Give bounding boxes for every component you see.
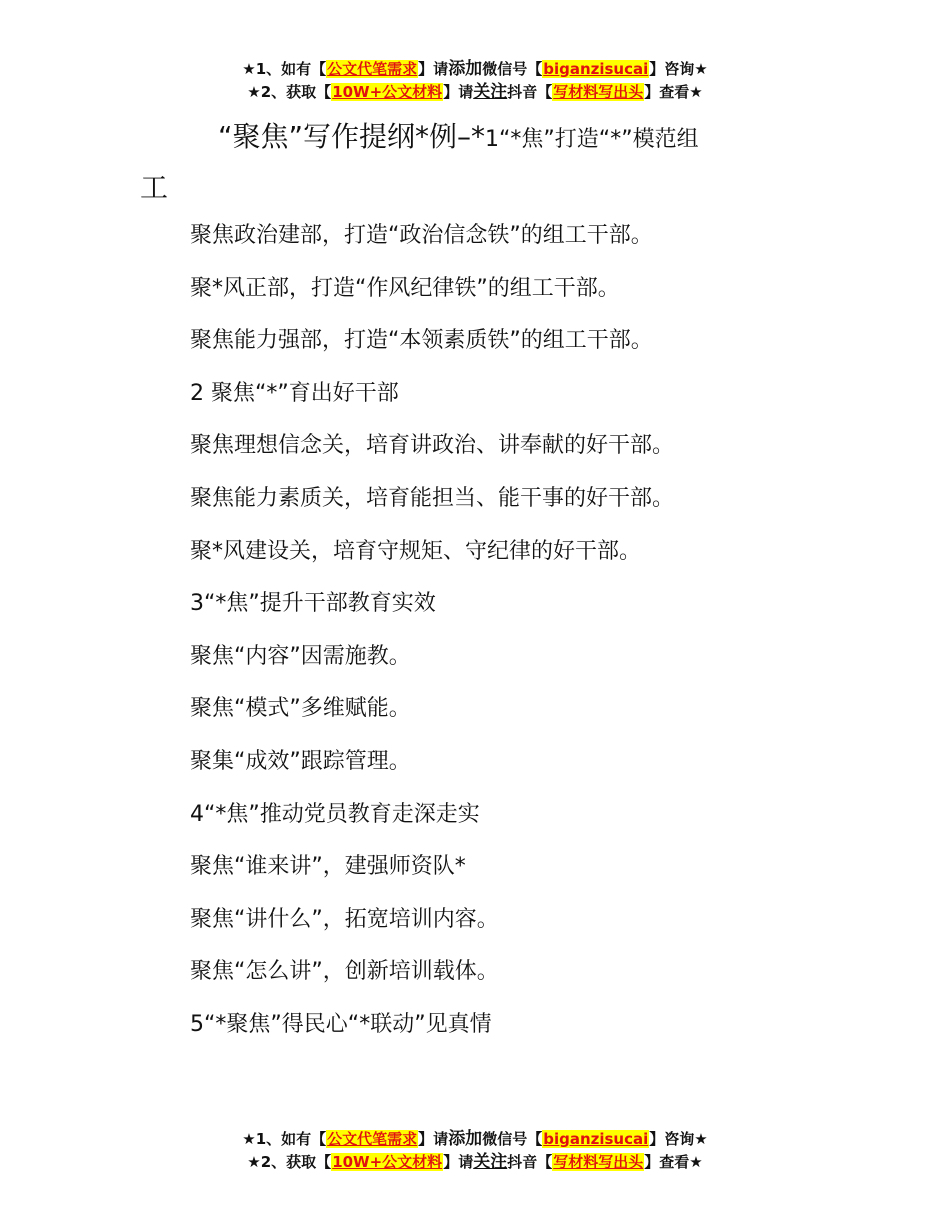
promo-line-1: ★1、如有【公文代笔需求】请添加微信号【biganzisucai】咨询★ bbox=[242, 1129, 708, 1149]
outline-line: 聚焦“谁来讲”，建强师资队* bbox=[190, 854, 466, 880]
promo-line-1: ★1、如有【公文代笔需求】请添加微信号【biganzisucai】咨询★ bbox=[242, 59, 708, 79]
promo-highlight: 写材料写出头 bbox=[553, 83, 644, 101]
outline-line: 聚焦“模式”多维赋能。 bbox=[190, 696, 411, 722]
promo-line-2: ★2、获取【10W+公文材料】请关注抖音【写材料写出头】查看★ bbox=[247, 1152, 703, 1172]
title-wrap-line: 工 bbox=[140, 171, 169, 204]
outline-line: 聚焦“内容”因需施教。 bbox=[190, 643, 411, 669]
section-heading: 4“*焦”推动党员教育走深走实 bbox=[190, 801, 480, 827]
promo-highlight: 10W+公文材料 bbox=[332, 1153, 443, 1171]
outline-line: 聚*风正部，打造“作风纪律铁”的组工干部。 bbox=[190, 275, 620, 301]
outline-line: 聚集“成效”跟踪管理。 bbox=[190, 748, 411, 774]
section-heading: 5“*聚焦”得民心“*联动”见真情 bbox=[190, 1011, 492, 1037]
outline-line: 聚焦理想信念关，培育讲政治、讲奉献的好干部。 bbox=[190, 433, 675, 459]
page-title bbox=[140, 112, 830, 211]
outline-line: 聚焦能力素质关，培育能担当、能干事的好干部。 bbox=[190, 485, 675, 511]
outline-line: 聚焦“怎么讲”，创新培训载体。 bbox=[190, 959, 499, 985]
outline-line: 聚焦能力强部，打造“本领素质铁”的组工干部。 bbox=[190, 328, 653, 354]
section-heading: 2 聚焦“*”育出好干部 bbox=[190, 380, 399, 406]
outline-body bbox=[190, 214, 890, 1056]
promo-highlight: 10W+公文材料 bbox=[332, 83, 443, 101]
promo-line-2: ★2、获取【10W+公文材料】请关注抖音【写材料写出头】查看★ bbox=[247, 82, 703, 102]
section-heading: 3“*焦”提升干部教育实效 bbox=[190, 591, 436, 617]
promo-highlight: 写材料写出头 bbox=[553, 1153, 644, 1171]
title-line: “聚焦”写作提纲*例–*1“*焦”打造“*”模范组 bbox=[218, 120, 699, 153]
promo-highlight: biganzisucai bbox=[543, 1130, 649, 1148]
outline-line: 聚焦政治建部，打造“政治信念铁”的组工干部。 bbox=[190, 223, 653, 248]
outline-line: 聚焦“讲什么”，拓宽培训内容。 bbox=[190, 906, 499, 932]
promo-footer bbox=[0, 1128, 950, 1174]
outline-line: 聚*风建设关，培育守规矩、守纪律的好干部。 bbox=[190, 538, 642, 564]
promo-highlight: biganzisucai bbox=[543, 60, 649, 78]
promo-header bbox=[0, 58, 950, 104]
promo-highlight: 公文代笔需求 bbox=[327, 1130, 418, 1148]
promo-highlight: 公文代笔需求 bbox=[327, 60, 418, 78]
